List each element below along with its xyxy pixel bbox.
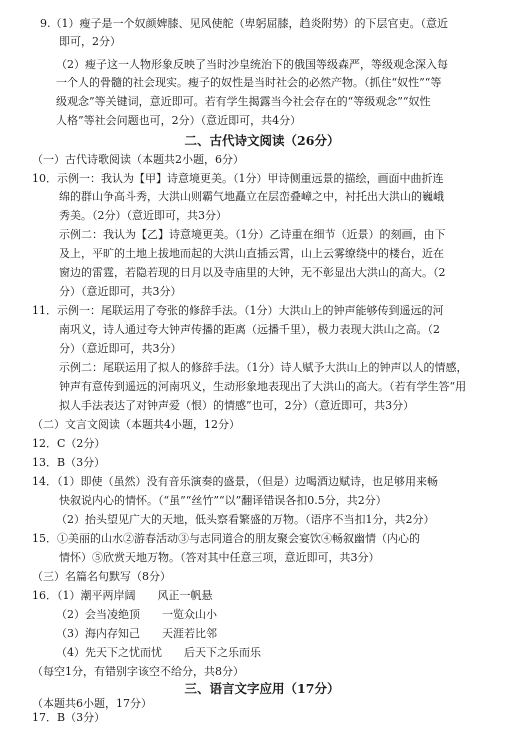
answer-13: 13．B（3分） — [32, 456, 106, 469]
section-heading-classical: 二、古代诗文阅读（26分） — [184, 133, 340, 148]
answer-11-line-2: 南巩义，诗人通过夸大钟声传播的距离（远播千里），极力表现大洪山之高。（2 — [59, 323, 440, 336]
answer-11-line-3: 分）（意近即可，共3分） — [59, 342, 182, 355]
answer-11-line-6: 拟人手法表达了对钟声爱（恨）的情感”也可，2分）（意近即可，共3分） — [59, 399, 415, 412]
answer-9-line-3: （2）瘦子这一人物形象反映了当时沙皇统治下的俄国等级森严，等级观念深入每 — [56, 58, 448, 71]
answer-11-line-4: 示例二：尾联运用了拟人的修辞手法。（1分）诗人赋予大洪山上的钟声以人的情感， — [59, 361, 468, 374]
answer-10-line-3: 秀美。（2分）（意近即可，共3分） — [59, 209, 227, 222]
answer-11-line-1: 11．示例一：尾联运用了夸张的修辞手法。（1分）大洪山上的钟声能够传到遥远的河 — [32, 304, 444, 317]
answer-10-line-7: 分）（意近即可，共3分） — [59, 285, 182, 298]
answer-16-line-2: （2）会当凌绝顶 一览众山小 — [56, 608, 217, 621]
answer-11-line-5: 钟声有意传到遥远的河南巩义，生动形象地表现出了大洪山的高大。（若有学生答“用 — [59, 380, 467, 393]
answer-14-line-1: 14．（1）即使（虽然）没有音乐演奏的盛景，（但是）边喝酒边赋诗，也足够用来畅 — [32, 475, 438, 488]
answer-10-line-6: 窗边的雷霆，若隐若现的日月以及寺庙里的大钟，无不彰显出大洪山的高大。（2 — [59, 266, 446, 279]
answer-10-line-2: 绵的群山争高斗秀，大洪山则霸气地矗立在层峦叠嶂之中，衬托出大洪山的巍峨 — [59, 190, 444, 203]
answer-14-line-3: （2）抬头望见广大的天地，低头察看繁盛的万物。（语序不当扣1分，共2分） — [56, 513, 435, 526]
answer-9-line-1: 9.（1）瘦子是一个奴颜婢膝、见风使舵（卑躬屈膝，趋炎附势）的下层官吏。（意近 — [40, 17, 448, 30]
answer-9-line-5: 级观念”等关键词，意近即可。若有学生揭露当今社会存在的“等级观念”“奴性 — [56, 95, 431, 108]
answer-9-line-6: 人格”等社会问题也可，2分）（意近即可，共4分） — [56, 114, 302, 127]
subsection-recitation: （三）名篇名句默写（8分） — [32, 570, 171, 583]
answer-16-line-1: 16．（1）潮平两岸阔 风正一帆悬 — [32, 589, 213, 602]
answer-10-line-1: 10．示例一：我认为【甲】诗意境更美。（1分）甲诗侧重远景的描绘，画面中曲折连 — [32, 172, 444, 185]
answer-17: 17．B（3分） — [32, 711, 106, 724]
answer-10-line-5: 及上，平旷的土地上拔地而起的大洪山直插云霄，山上云雾缭绕中的楼台，近在 — [59, 247, 444, 260]
subsection-poetry: （一）古代诗歌阅读（本题共2小题，6分） — [32, 153, 244, 166]
answer-9-line-4: 一个人的骨髓的社会现实。瘦子的奴性是当时社会的必然产物。（抓住“奴性”“等 — [56, 76, 442, 89]
subsection-language-use: （本题共6小题，17分） — [32, 697, 152, 710]
answer-9-line-2: 即可，2分） — [59, 35, 121, 48]
subsection-classical-prose: （二）文言文阅读（本题共4小题，12分） — [32, 418, 240, 431]
answer-16-line-4: （4）先天下之忧而忧 后天下之乐而乐 — [56, 646, 261, 659]
section-heading-language-use: 三、语言文字应用（17分） — [184, 681, 340, 696]
answer-12: 12．C（2分） — [32, 437, 106, 450]
answer-16-line-3: （3）海内存知己 天涯若比邻 — [56, 627, 217, 640]
answer-14-line-2: 快叙说内心的情怀。（“虽”“丝竹”“以”翻译错误各扣0.5分，共2分） — [59, 494, 387, 507]
answer-15-line-1: 15．①美丽的山水②游春活动③与志同道合的朋友聚会宴饮④畅叙幽情（内心的 — [32, 532, 420, 545]
answer-16-scoring-note: （每空1分，有错别字该空不给分，共8分） — [32, 665, 244, 678]
answer-10-line-4: 示例二：我认为【乙】诗意境更美。（1分）乙诗重在细节（近景）的刻画，由下 — [59, 228, 446, 241]
answer-15-line-2: 情怀）⑤欣赏天地万物。（答对其中任意三项，意近即可，共3分） — [59, 551, 380, 564]
